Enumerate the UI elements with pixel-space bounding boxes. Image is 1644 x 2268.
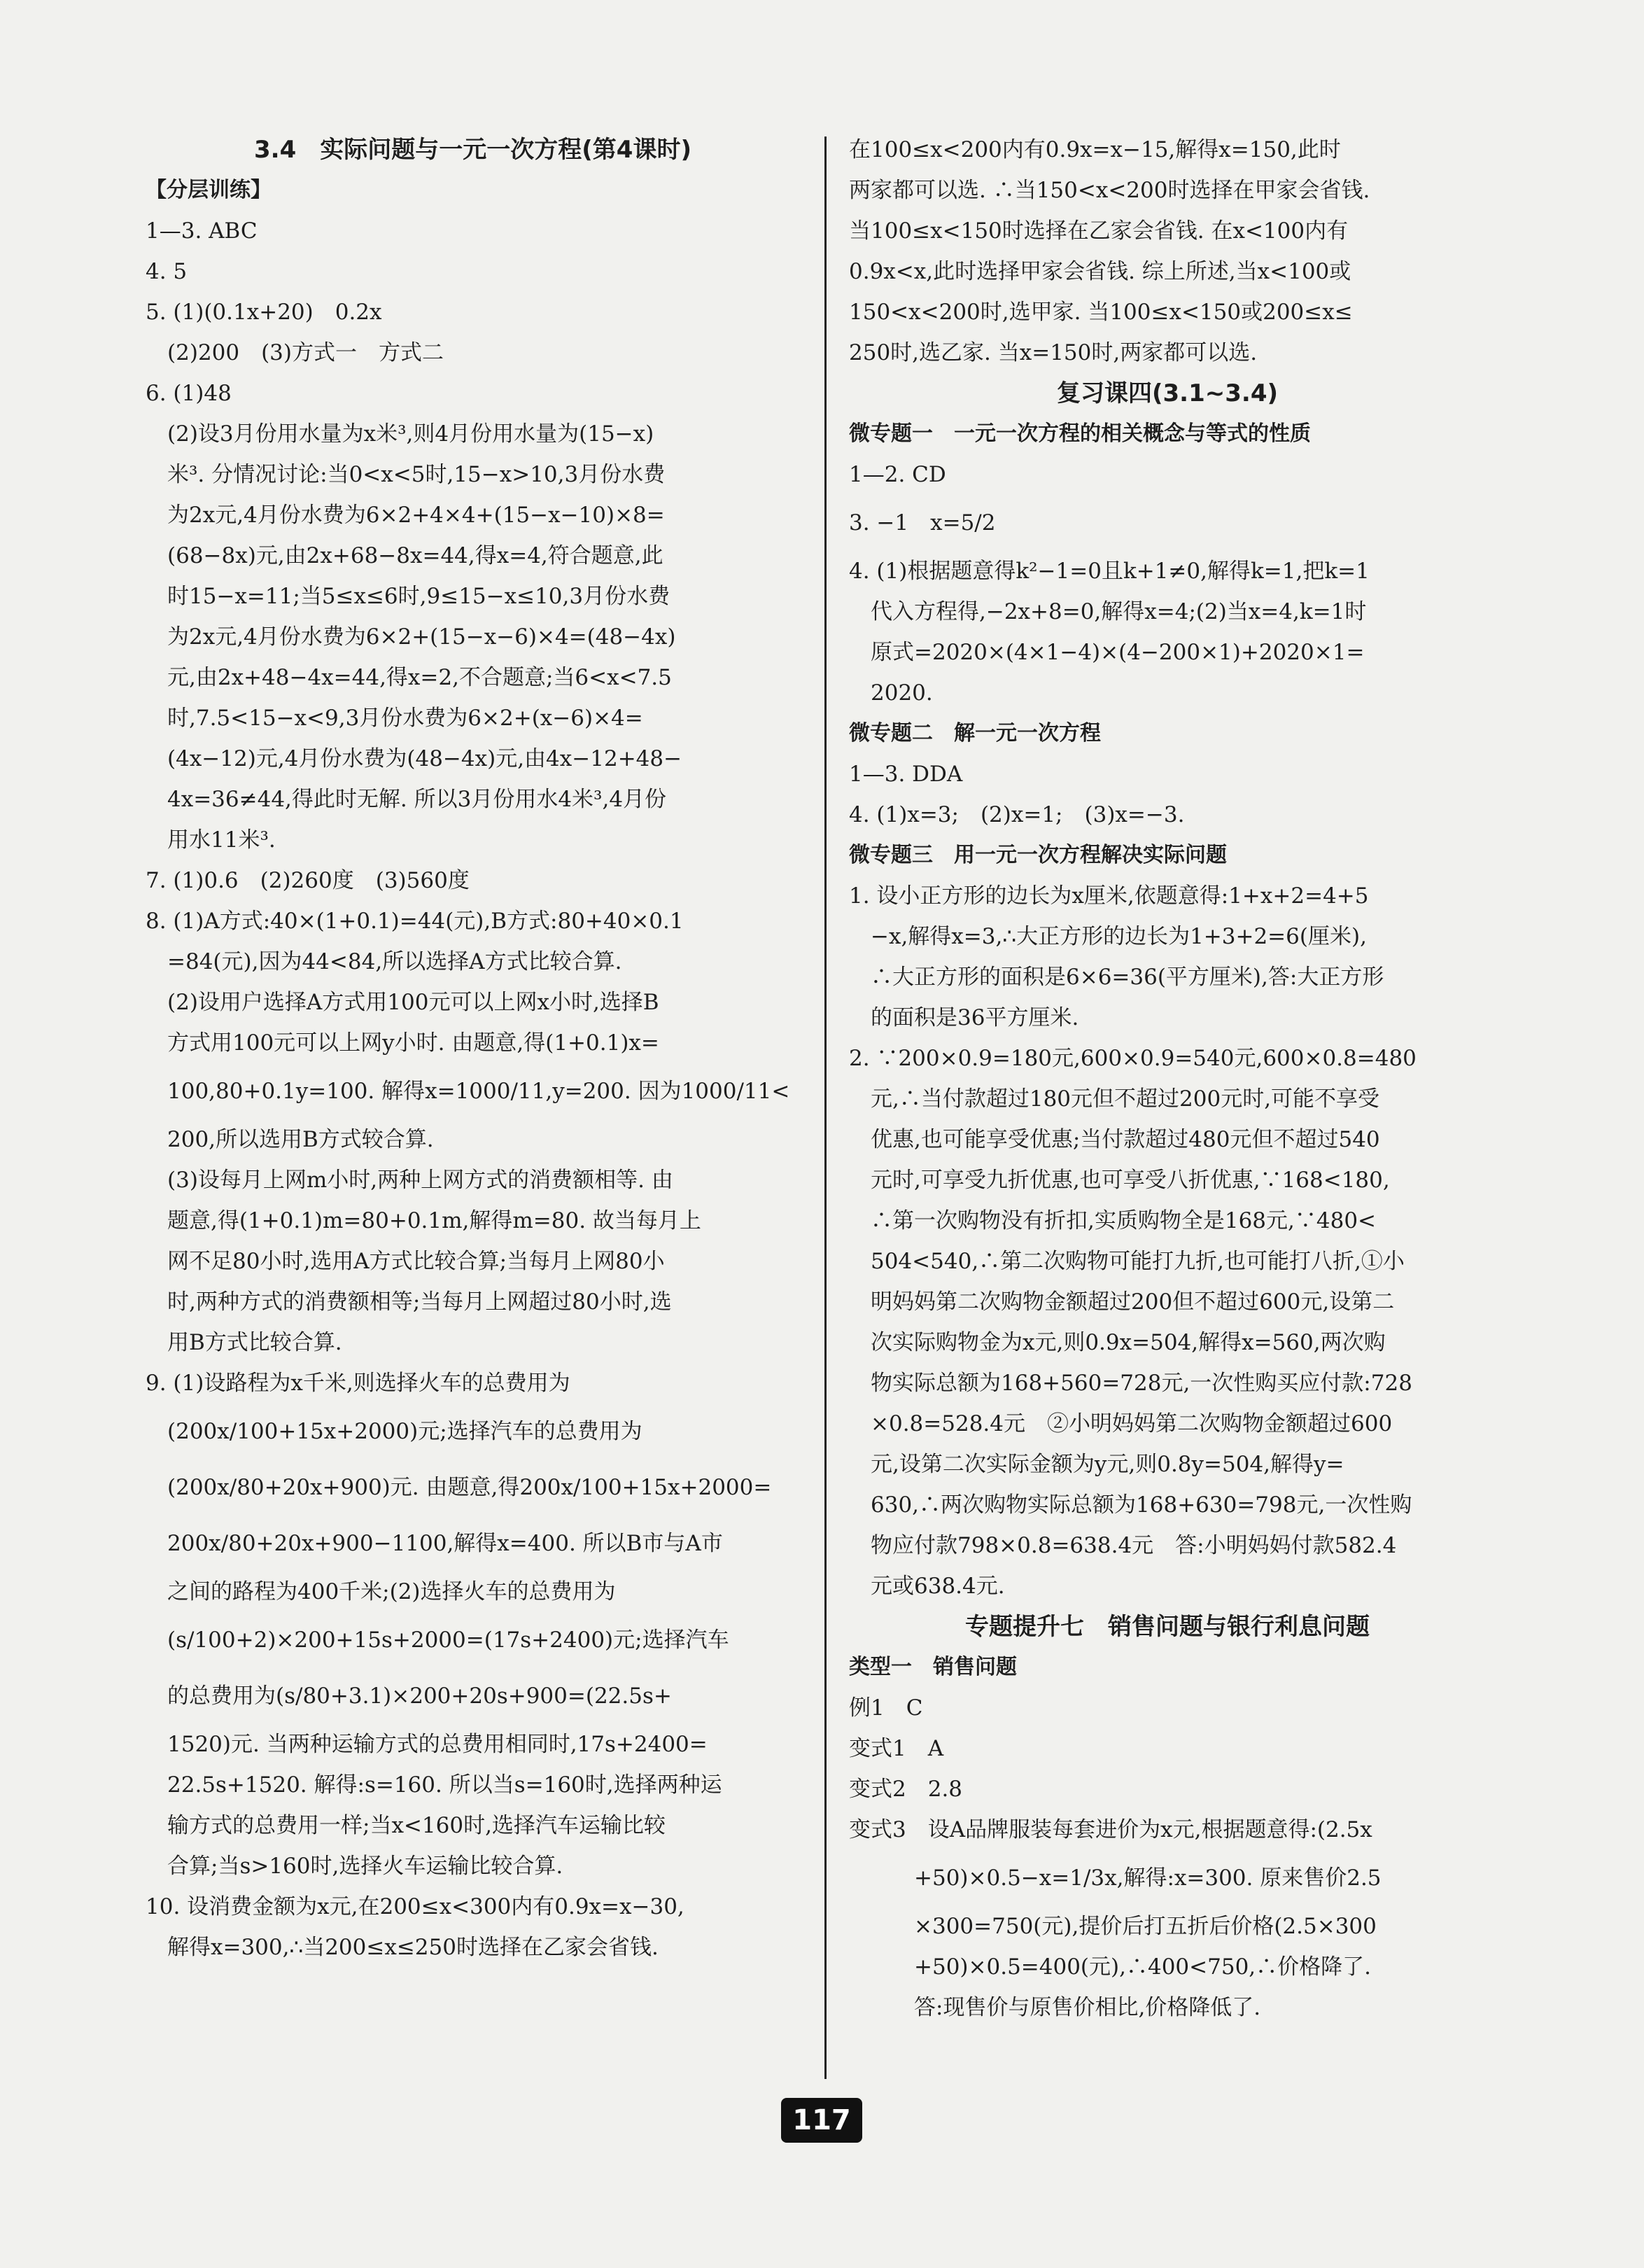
column-divider <box>824 136 827 2079</box>
text-line: 4x=36≠44,得此时无解. 所以3月份用水4米³,4月份 <box>146 787 667 812</box>
section-heading: 微专题二 解一元一次方程 <box>849 721 1101 746</box>
text-line: ×300=750(元),提价后打五折后价格(2.5×300 <box>849 1914 1377 1939</box>
text-line: 5. (1)(0.1x+20) 0.2x <box>146 300 382 325</box>
text-line: 变式2 2.8 <box>849 1777 963 1802</box>
text-line: 优惠,也可能享受优惠;当付款超过480元但不超过540 <box>849 1127 1380 1152</box>
text-line: 0.9x<x,此时选择甲家会省钱. 综上所述,当x<100或 <box>849 259 1351 284</box>
text-line: (3)设每月上网m小时,两种上网方式的消费额相等. 由 <box>146 1168 673 1193</box>
text-line: (2)200 (3)方式一 方式二 <box>146 340 444 365</box>
text-line: (200x/100+15x+2000)元;选择汽车的总费用为 <box>146 1419 642 1444</box>
text-line: (2)设3月份用水量为x米³,则4月份用水量为(15−x) <box>146 421 654 447</box>
text-line: 为2x元,4月份水费为6×2+(15−x−6)×4=(48−4x) <box>146 624 676 650</box>
text-line: 200,所以选用B方式较合算. <box>146 1127 434 1152</box>
text-line: 元或638.4元. <box>849 1574 1005 1599</box>
text-line: 3. −1 x=5/2 <box>849 510 996 536</box>
text-line: 7. (1)0.6 (2)260度 (3)560度 <box>146 868 470 893</box>
text-line: 1—3. DDA <box>849 762 963 787</box>
text-line: 504<540,∴第二次购物可能打九折,也可能打八折,①小 <box>849 1249 1405 1274</box>
text-line: 100,80+0.1y=100. 解得x=1000/11,y=200. 因为1000/11< <box>146 1079 790 1104</box>
text-line: 2. ∵200×0.9=180元,600×0.9=540元,600×0.8=480 <box>849 1046 1417 1071</box>
left-column <box>146 130 800 1968</box>
section-heading: 微专题一 一元一次方程的相关概念与等式的性质 <box>849 421 1311 446</box>
text-line: 8. (1)A方式:40×(1+0.1)=44(元),B方式:80+40×0.1 <box>146 909 684 934</box>
text-line: (2)设用户选择A方式用100元可以上网x小时,选择B <box>146 990 659 1015</box>
text-line: 两家都可以选. ∴当150<x<200时选择在甲家会省钱. <box>849 178 1370 203</box>
text-line: 题意,得(1+0.1)m=80+0.1m,解得m=80. 故当每月上 <box>146 1208 701 1233</box>
text-line: 630,∴两次购物实际总额为168+630=798元,一次性购 <box>849 1492 1412 1518</box>
text-line: 物实际总额为168+560=728元,一次性购买应付款:728 <box>849 1371 1412 1396</box>
text-line: 输方式的总费用一样;当x<160时,选择汽车运输比较 <box>146 1813 666 1838</box>
text-line: 物应付款798×0.8=638.4元 答:小明妈妈付款582.4 <box>849 1533 1397 1558</box>
text-line: 例1 C <box>849 1695 923 1721</box>
text-line: 1—2. CD <box>849 462 946 487</box>
text-line: 当100≤x<150时选择在乙家会省钱. 在x<100内有 <box>849 218 1349 244</box>
text-line: 150<x<200时,选甲家. 当100≤x<150或200≤x≤ <box>849 300 1353 325</box>
text-line: 解得x=300,∴当200≤x≤250时选择在乙家会省钱. <box>146 1935 659 1960</box>
text-line: 之间的路程为400千米;(2)选择火车的总费用为 <box>146 1579 616 1604</box>
text-line: 元,∴当付款超过180元但不超过200元时,可能不享受 <box>849 1086 1380 1112</box>
section-heading: 微专题三 用一元一次方程解决实际问题 <box>849 843 1227 867</box>
text-line: 合算;当s>160时,选择火车运输比较合算. <box>146 1854 563 1879</box>
text-line: 时15−x=11;当5≤x≤6时,9≤15−x≤10,3月份水费 <box>146 584 670 609</box>
text-line: 时,两种方式的消费额相等;当每月上网超过80小时,选 <box>146 1289 672 1315</box>
text-line: 200x/80+20x+900−1100,解得x=400. 所以B市与A市 <box>146 1531 723 1556</box>
text-line: ∴第一次购物没有折扣,实质购物全是168元,∵480< <box>849 1208 1377 1233</box>
text-line: +50)×0.5−x=1/3x,解得:x=300. 原来售价2.5 <box>849 1865 1382 1891</box>
text-line: ∴大正方形的面积是6×6=36(平方厘米),答:大正方形 <box>849 965 1384 990</box>
text-line: 变式3 设A品牌服装每套进价为x元,根据题意得:(2.5x <box>849 1817 1372 1842</box>
text-line: 用水11米³. <box>146 827 276 853</box>
text-line: 元时,可享受九折优惠,也可享受八折优惠,∵168<180, <box>849 1168 1390 1193</box>
text-line: 2020. <box>849 680 933 706</box>
text-line: 代入方程得,−2x+8=0,解得x=4;(2)当x=4,k=1时 <box>849 599 1367 624</box>
text-line: 明妈妈第二次购物金额超过200但不超过600元,设第二 <box>849 1289 1395 1315</box>
section-title: 专题提升七 销售问题与银行利息问题 <box>965 1613 1370 1641</box>
text-line: 22.5s+1520. 解得:s=160. 所以当s=160时,选择两种运 <box>146 1772 722 1798</box>
text-line: (s/100+2)×200+15s+2000=(17s+2400)元;选择汽车 <box>146 1628 729 1653</box>
text-line: 网不足80小时,选用A方式比较合算;当每月上网80小 <box>146 1249 665 1274</box>
text-line: 方式用100元可以上网y小时. 由题意,得(1+0.1)x= <box>146 1030 659 1056</box>
section-title: 复习课四(3.1~3.4) <box>1056 379 1279 407</box>
text-line: 米³. 分情况讨论:当0<x<5时,15−x>10,3月份水费 <box>146 462 666 487</box>
section-heading: 【分层训练】 <box>146 178 272 202</box>
text-line: 在100≤x<200内有0.9x=x−15,解得x=150,此时 <box>849 137 1341 162</box>
text-line: 的总费用为(s/80+3.1)×200+20s+900=(22.5s+ <box>146 1684 672 1709</box>
text-line: −x,解得x=3,∴大正方形的边长为1+3+2=6(厘米), <box>849 924 1367 949</box>
text-line: ×0.8=528.4元 ②小明妈妈第二次购物金额超过600 <box>849 1411 1393 1436</box>
text-line: 1. 设小正方形的边长为x厘米,依题意得:1+x+2=4+5 <box>849 883 1369 909</box>
text-line: =84(元),因为44<84,所以选择A方式比较合算. <box>146 949 622 974</box>
section-heading: 类型一 销售问题 <box>849 1655 1017 1679</box>
text-line: 原式=2020×(4×1−4)×(4−200×1)+2020×1= <box>849 640 1365 665</box>
text-line: 答:现售价与原售价相比,价格降低了. <box>849 1995 1261 2020</box>
text-line: (4x−12)元,4月份水费为(48−4x)元,由4x−12+48− <box>146 746 682 771</box>
text-line: 次实际购物金为x元,则0.9x=504,解得x=560,两次购 <box>849 1330 1386 1355</box>
page-number: 117 <box>781 2098 862 2143</box>
text-line: 6. (1)48 <box>146 381 232 406</box>
text-line: 4. 5 <box>146 259 188 284</box>
text-line: 1520)元. 当两种运输方式的总费用相同时,17s+2400= <box>146 1732 708 1757</box>
text-line: 的面积是36平方厘米. <box>849 1005 1079 1030</box>
text-line: 9. (1)设路程为x千米,则选择火车的总费用为 <box>146 1371 570 1396</box>
text-line: 4. (1)x=3; (2)x=1; (3)x=−3. <box>849 802 1185 827</box>
text-line: +50)×0.5=400(元),∴400<750,∴价格降了. <box>849 1954 1371 1980</box>
text-line: 变式1 A <box>849 1736 944 1761</box>
text-line: 10. 设消费金额为x元,在200≤x<300内有0.9x=x−30, <box>146 1894 684 1919</box>
text-line: 4. (1)根据题意得k²−1=0且k+1≠0,解得k=1,把k=1 <box>849 559 1370 584</box>
right-column <box>849 130 1486 2028</box>
text-line: 250时,选乙家. 当x=150时,两家都可以选. <box>849 340 1258 365</box>
text-line: 用B方式比较合算. <box>146 1330 342 1355</box>
text-line: 1—3. ABC <box>146 218 258 244</box>
text-line: 为2x元,4月份水费为6×2+4×4+(15−x−10)×8= <box>146 503 665 528</box>
text-line: 元,设第二次实际金额为y元,则0.8y=504,解得y= <box>849 1452 1344 1477</box>
text-line: 元,由2x+48−4x=44,得x=2,不合题意;当6<x<7.5 <box>146 665 672 690</box>
text-line: (200x/80+20x+900)元. 由题意,得200x/100+15x+2000= <box>146 1475 772 1500</box>
section-title: 3.4 实际问题与一元一次方程(第4课时) <box>254 136 691 164</box>
text-line: 时,7.5<15−x<9,3月份水费为6×2+(x−6)×4= <box>146 706 643 731</box>
text-line: (68−8x)元,由2x+68−8x=44,得x=4,符合题意,此 <box>146 543 663 568</box>
